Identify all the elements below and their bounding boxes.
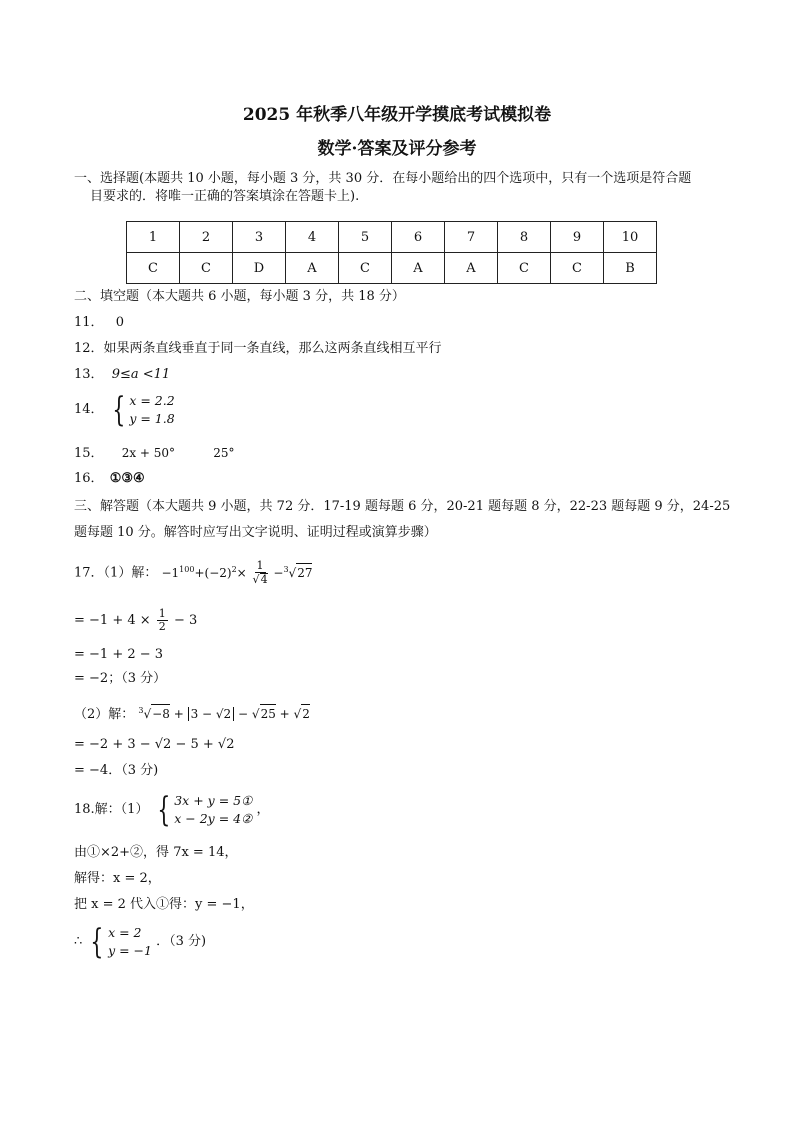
q17-term1: −1 [161, 565, 180, 580]
q18-label: 18.解：（1） [74, 802, 149, 817]
q18-equation-system [153, 792, 253, 828]
q11 [74, 314, 124, 332]
table-cell: 3 [233, 222, 286, 253]
q18-result-system [86, 924, 152, 960]
table-cell: C [551, 253, 604, 284]
q17-step1 [74, 608, 197, 633]
q13-answer: 9≤a <11 [111, 367, 171, 382]
q18-comma: ， [256, 802, 270, 817]
table-cell: A [392, 253, 445, 284]
q17-part2: （2）解： $^3$√−8 + 3 − √2 − √25 + √2 [74, 706, 310, 722]
table-cell: C [127, 253, 180, 284]
table-cell: A [286, 253, 339, 284]
q18-step1: 由①×2+②，得 7x = 14， [74, 845, 238, 860]
q16-answer: ①③④ [109, 471, 145, 486]
table-cell: 8 [498, 222, 551, 253]
q16 [74, 470, 145, 488]
table-cell: C [498, 253, 551, 284]
table-cell: 5 [339, 222, 392, 253]
q18-result2: y = −1 [108, 943, 152, 958]
q17-step2: = −1 + 2 − 3 [74, 647, 164, 662]
q17-step4: = −2 + 3 − √2 − 5 + √2 [74, 737, 235, 752]
sqrt-radicand-25: 25 [260, 704, 276, 723]
table-cell: C [180, 253, 233, 284]
absolute-value: 3 − √2 [188, 707, 235, 721]
plus-sign: + [279, 707, 290, 721]
q17-step3: = −2；（3 分） [74, 671, 167, 686]
cbrt-radicand: −8 [151, 704, 170, 723]
fraction-denominator: √4 [252, 573, 268, 586]
q17-cbrt-radicand: 27 [296, 563, 312, 582]
answer-table-answer-row [127, 253, 657, 284]
q17-minus: − [273, 565, 284, 580]
q17-fraction [253, 560, 268, 586]
table-cell: 2 [180, 222, 233, 253]
q18-eq2: x − 2y = 4② [174, 811, 253, 826]
therefore-symbol: ∴ [74, 934, 83, 949]
brace-icon: { [112, 390, 125, 430]
cbrt-index: 3 [138, 706, 144, 715]
q15-number: 15． [74, 446, 104, 461]
table-cell: 6 [392, 222, 445, 253]
fraction-numerator: 1 [158, 607, 166, 620]
q17-part2-label: （2）解： [74, 707, 135, 722]
table-cell: 1 [127, 222, 180, 253]
page-title: 2025 年秋季八年级开学摸底考试模拟卷 [242, 105, 552, 125]
q18-step2: 解得：x = 2， [74, 871, 161, 886]
q11-number: 11． [74, 315, 104, 330]
step1-fraction [157, 608, 168, 633]
q14-line1: x = 2.2 [129, 393, 175, 408]
step1-b: − 3 [173, 613, 198, 628]
q15 [74, 444, 234, 463]
q18-step3: 把 x = 2 代入①得：y = −1， [74, 897, 254, 912]
sqrt-radicand-2: 2 [301, 704, 310, 723]
q14-number: 14． [74, 402, 104, 417]
fraction-denominator: 2 [158, 620, 166, 633]
q13-number: 13． [74, 367, 104, 382]
q17-exp2: 2 [231, 564, 237, 574]
q12: 12．如果两条直线垂直于同一条直线，那么这两条直线相互平行 [74, 341, 442, 356]
q18-tail: ．（3 分) [156, 934, 207, 949]
plus-sign: + [173, 707, 184, 721]
q14 [74, 392, 175, 428]
brace-icon: { [156, 790, 170, 830]
q17-exp1: 100 [179, 564, 195, 574]
page-subtitle: 数学·答案及评分参考 [317, 139, 477, 159]
fraction-numerator: 1 [256, 559, 264, 572]
q11-answer: 0 [115, 315, 124, 330]
q13 [74, 366, 170, 384]
q17-term2: +(−2) [194, 565, 232, 580]
table-cell: A [445, 253, 498, 284]
q18-eq1: 3x + y = 5① [174, 793, 253, 808]
brace-icon: { [90, 922, 104, 962]
q14-system [108, 392, 175, 428]
table-cell: B [604, 253, 657, 284]
section2-heading: 二、填空题（本大题共 6 小题，每小题 3 分，共 18 分） [74, 289, 405, 304]
q15-answer1: 2x + 50° [121, 446, 176, 460]
section3-line1: 三、解答题（本大题共 9 小题，共 72 分．17-19 题每题 6 分，20-21 题每题 8 分，22-23 题每题 9 分，24-25 [74, 499, 731, 514]
q15-answer2: 25° [213, 446, 235, 460]
q17-part1: 17．（1）解： $-1^{100}+(-2)^2\times$ $\frac{1}{√4}$ −$^3$√27 [74, 559, 313, 586]
q17-label: 17．（1）解： [74, 565, 158, 581]
table-cell: 4 [286, 222, 339, 253]
q18-system [74, 792, 269, 828]
q17-step5: = −4．（3 分) [74, 763, 159, 778]
answer-table [126, 221, 657, 284]
table-cell: 9 [551, 222, 604, 253]
q17-cbrt-index: 3 [283, 564, 289, 574]
table-cell: C [339, 253, 392, 284]
step1-a: = −1 + 4 × [74, 613, 151, 628]
q14-line2: y = 1.8 [129, 411, 175, 426]
table-cell: 10 [604, 222, 657, 253]
q16-number: 16． [74, 471, 104, 486]
q17-times: × [236, 565, 247, 580]
table-cell: 7 [445, 222, 498, 253]
table-cell: D [233, 253, 286, 284]
minus-sign: − [238, 707, 249, 721]
section1-line2: 目要求的．将唯一正确的答案填涂在答题卡上). [90, 189, 360, 204]
section3-line2: 题每题 10 分。解答时应写出文字说明、证明过程或演算步骤） [74, 525, 437, 540]
answer-table-number-row [127, 222, 657, 253]
q18-result [74, 924, 206, 960]
section1-line1: 一、选择题(本题共 10 小题，每小题 3 分，共 30 分．在每小题给出的四个选项中，只有一个选项是符合题 [74, 171, 692, 186]
q18-result1: x = 2 [108, 925, 142, 940]
